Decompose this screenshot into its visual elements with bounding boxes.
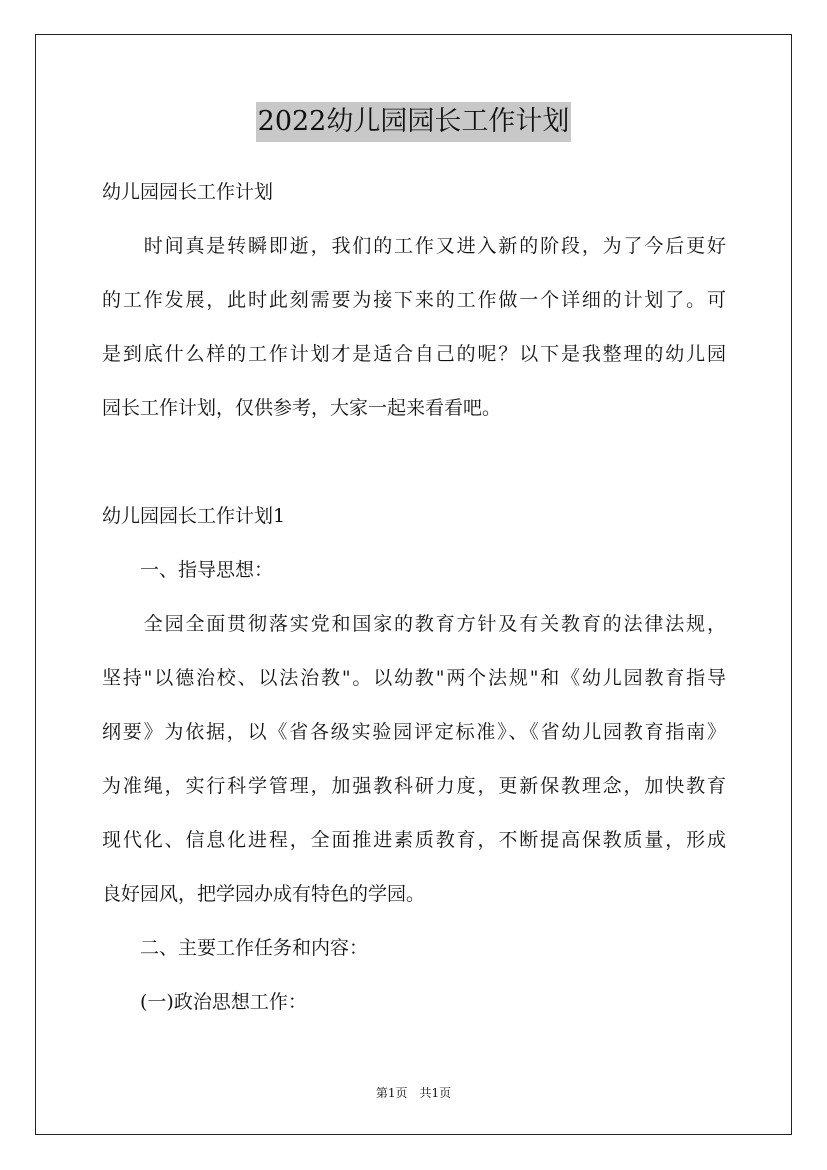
page-footer: 第1页 共1页: [375, 1086, 452, 1100]
heading-main-tasks: 二、主要工作任务和内容：: [102, 937, 369, 959]
body-line-6: 良好园风，把学园办成有特色的学园。: [102, 883, 426, 905]
intro-line-4: 园长工作计划，仅供参考，大家一起来看看吧。: [102, 397, 502, 419]
document-subtitle: 幼儿园园长工作计划: [102, 181, 274, 203]
body-line-4: 为准绳，实行科学管理，加强教科研力度，更新保教理念，加快教育: [102, 775, 726, 797]
body-line-1: 全园全面贯彻落实党和国家的教育方针及有关教育的法律法规，: [102, 613, 726, 635]
body-line-3: 纲要》为依据，以《省各级实验园评定标准》、《省幼儿园教育指南》: [102, 721, 726, 743]
intro-line-3: 是到底什么样的工作计划才是适合自己的呢？以下是我整理的幼儿园: [102, 343, 726, 365]
heading-guiding-thought: 一、指导思想：: [102, 559, 274, 581]
body-line-2: 坚持"以德治校、以法治教"。以幼教"两个法规"和《幼儿园教育指导: [102, 667, 726, 689]
body-line-5: 现代化、信息化进程，全面推进素质教育，不断提高保教质量，形成: [102, 829, 726, 851]
title-container: [0, 102, 827, 142]
document-title: 2022幼儿园园长工作计划: [256, 102, 572, 142]
intro-line-1: 时间真是转瞬即逝，我们的工作又进入新的阶段，为了今后更好: [102, 235, 726, 257]
section-title: 幼儿园园长工作计划1: [102, 505, 286, 527]
intro-line-2: 的工作发展，此时此刻需要为接下来的工作做一个详细的计划了。可: [102, 289, 726, 311]
heading-political-work: (一)政治思想工作：: [102, 991, 307, 1013]
